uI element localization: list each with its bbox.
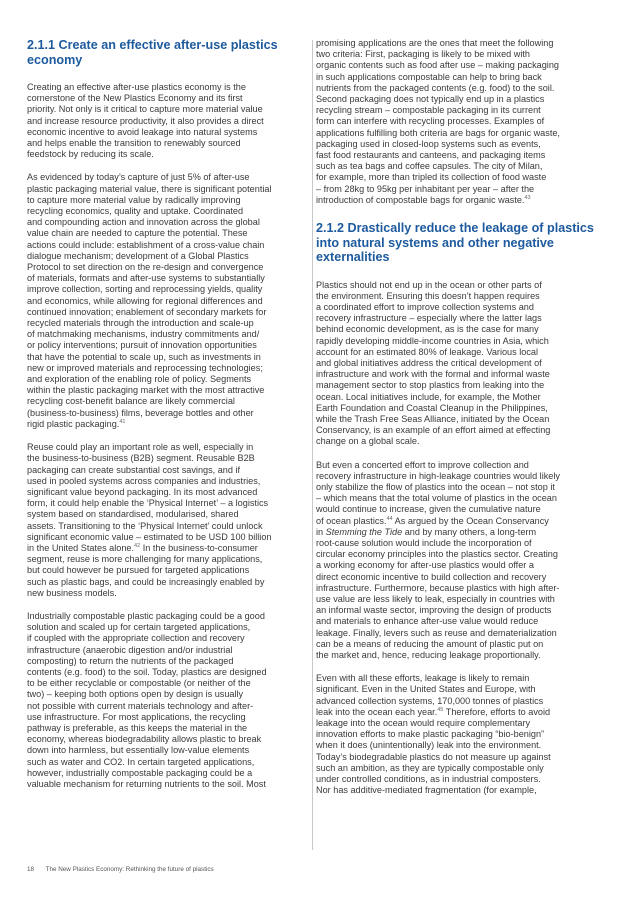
right-column xyxy=(316,38,595,796)
footnote-ref: 45 xyxy=(437,706,444,713)
paragraph: Industrially compostable plastic packaging could be a good solution and scaled up for certain targeted applications, if coupled with the appropriate collection and recovery infrastructure (anaerobic digestion and/or industrial composting) to return the nutrients of the packaged contents (e.g. food) to the soil. Today, plastics are designed to be either recyclable or compostable (or neither of the two) – keeping both options open by design is usually not possible with current materials technology and after- use infrastructure. For most applications, the recycling pathway is preferable, as this keeps the material in the economy, whereas biodegradability allows plastic to break down into harmless, but essentially low-value elements such as water and CO2. In certain targeted applications, however, industrially compostable packaging could be a valuable mechanism for returning nutrients to the soil. Most xyxy=(27,610,267,789)
section-heading-2-1-1: 2.1.1 Create an effective after-use plastics economy xyxy=(27,38,278,67)
paragraph: Creating an effective after-use plastics economy is the cornerstone of the New Plastics Economy and its first priority. Not only is it critical to capture more material value and increase resource productivity, it also provides a direct economic incentive to avoid leakage into natural systems and helps enable the transition to renewably sourced feedstock by reducing its scale. xyxy=(27,82,264,160)
footnote-ref: 41 xyxy=(119,418,126,425)
paragraph-text: In the business-to-consumer segment, reuse is more challenging for many applications, but could however be pursued for targeted applications such as plastic bags, and could be increasingly enabled by new business models. xyxy=(27,542,265,598)
paragraph-text: Therefore, efforts to avoid leakage into the ocean would require complementary innovation efforts to make plastic packaging “bio-benign” when it does (unintentionally) leak into the environment. Today’s biodegradable plastics do not measure up against such an ambition, as they are typically compostable only under controlled conditions, as in industrial composters. Nor has additive-mediated fragmentation (for example, xyxy=(316,706,551,796)
paragraph xyxy=(316,673,595,796)
paragraph: Plastics should not end up in the ocean or other parts of the environment. Ensuring this doesn’t happen requires a coordinated effort to improve collection systems and recovery infrastructure – especially where the latter lags behind economic development, as is the case for many rapidly developing middle-income countries in Asia, which account for an estimated 80% of leakage. Various local and global initiatives address the critical development of infrastructure and work with the formal and informal waste management sector to stop plastics from leaking into the ocean. Local initiatives include, for example, the Mother Earth Foundation and Coastal Cleanup in the Philippines, while the Trash Free Seas Alliance, initiated by the Ocean Conservancy, is an example of an effort aimed at effecting change on a global scale. xyxy=(316,279,551,447)
paragraph xyxy=(27,172,308,430)
paragraph xyxy=(27,442,308,599)
column-divider xyxy=(312,40,313,850)
paragraph-text: As argued by the Ocean Conservancy in xyxy=(316,515,549,537)
paragraph-text: But even a concerted effort to improve collection and recovery infrastructure in high-leakage countries would likely only stabilize the flow of plastics into the ocean – not stop it – which means that the total volume of plastics in the ocean would continue to increase, given the cumulative nature of ocean plastics. xyxy=(316,459,560,526)
paragraph-text: As evidenced by today’s capture of just 5% of after-use plastic packaging material value, there is significant potential to capture more material value by radically improving recycling economics, quality and uptake. Coordinated and compounding action and innovation across the global value chain are needed to capture the potential. These actions could include: establishment of a cross-value chain dialogue mechanism; development of a Global Plastics Protocol to set direction on the re-design and convergence of materials, formats and after-use systems to substantially improve collection, sorting and reprocessing yields, quality and economics, while allowing for regional differences and continued innovation; enablement of secondary markets for recycled materials through the introduction and scale-up of matchmaking mechanisms, industry commitments and/ or policy interventions; pursuit of innovation opportunities that have the potential to scale up, such as investments in new or improved materials and reprocessing technologies; and exploration of the enabling role of policy. Segments within the plastic packaging market with the most attractive recycling cost-benefit balance are likely commercial (business-to-business) films, beverage bottles and other rigid plastic packaging. xyxy=(27,172,272,429)
section-heading-2-1-2: 2.1.2 Drastically reduce the leakage of plastics into natural systems and other negative externalities xyxy=(316,221,594,265)
paragraph-text: and by many others, a long-term root-cause solution would include the incorporation of circular economy principles into the plastics sector. Creating a working economy for after-use plastics would offer a direct economic incentive to build collection and recovery infrastructure. Furthermore, because plastics with high after- use value are less likely to leak, especially in countries with an informal waste sector, improving the design of products and materials to enhance after-use value would reduce leakage. Finally, levers such as reuse and dematerialization can be a means of reducing the amount of plastic put on the market and, hence, reducing leakage proportionally. xyxy=(316,526,560,661)
left-column xyxy=(27,38,308,790)
paragraph-text: Even with all these efforts, leakage is likely to remain significant. Even in the United States and Europe, with advanced collection systems, 170,000 tonnes of plastics leak into the ocean each year. xyxy=(316,673,544,717)
paragraph xyxy=(316,460,595,662)
page-footer xyxy=(27,866,214,873)
paragraph-text: promising applications are the ones that meet the following two criteria: First, packaging is likely to be mixed with organic contents such as food after use – making packaging in such applications compostable can help to bring back nutrients from the packaged contents (e.g. food) to the soil. Second packaging does not typically end up in a plastics recycling stream – compostable packaging in its current form can interfere with recycling processes. Examples of applications fulfilling both criteria are bags for organic waste, packaging used in closed-loop systems such as events, fast food restaurants and canteens, and packaging items such as tea bags and coffee capsules. The city of Milan, for example, more than tripled its collection of food waste – from 28kg to 95kg per inhabitant per year – after the introduction of compostable bags for organic waste. xyxy=(316,38,560,205)
citation-title: Stemming the Tide xyxy=(325,526,403,537)
footnote-ref: 43 xyxy=(524,194,531,201)
footnote-ref: 42 xyxy=(134,542,141,549)
page-number: 18 xyxy=(27,866,35,873)
paragraph-text: Reuse could play an important role as well, especially in the business-to-business (B2B) segment. Reusable B2B packaging can create substantial cost savings, and if used in pooled systems across companies and industries, significant value beyond packaging. In its most advanced form, it could help enable the ‘Physical Internet’ – a logistics system based on standardised, modularised, shared assets. Transitioning to the ‘Physical Internet’ could unlock significant economic value – estimated to be USD 100 billion in the United States alone. xyxy=(27,442,272,553)
paragraph xyxy=(316,38,595,206)
footnote-ref: 44 xyxy=(386,515,393,522)
footer-title: The New Plastics Economy: Rethinking the future of plastics xyxy=(45,866,214,873)
